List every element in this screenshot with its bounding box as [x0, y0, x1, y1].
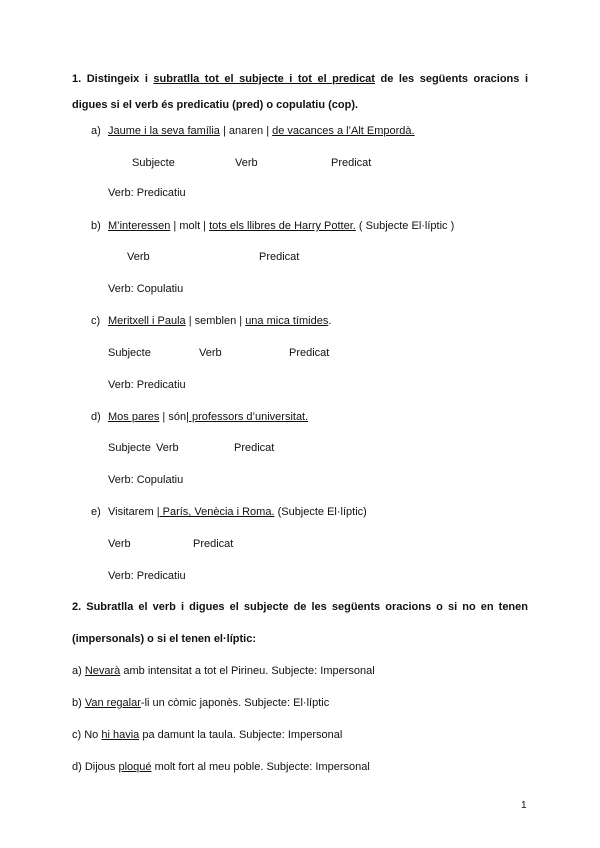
ex2-item-a — [72, 664, 375, 678]
item-b-verb-type: Verb: Copulatiu — [108, 283, 184, 295]
item-rest: molt fort al meu poble. Subjecte: Impersonal — [151, 761, 370, 773]
item-c-verb-type: Verb: Predicatiu — [108, 379, 186, 391]
label-subject: Subjecte — [108, 442, 151, 454]
ex2-item-d — [72, 760, 370, 774]
verb: Van regalar — [84, 697, 141, 709]
item-a-sentence — [91, 124, 415, 138]
verb: Nevarà — [84, 665, 121, 677]
item-marker: d) — [91, 411, 101, 423]
verb: semblen — [194, 315, 237, 327]
item-rest: -li un còmic japonès. Subjecte: El·líptic — [140, 697, 330, 709]
item-rest: amb intensitat a tot el Pirineu. Subjecte: Impersonal — [120, 665, 375, 677]
exercise-2-heading-line1: 2. Subratlla el verb i digues el subjecte de les següents oracions o si no en tenen — [72, 601, 528, 613]
separator: | — [185, 315, 195, 327]
separator: | — [263, 125, 273, 137]
item-prefix: a) — [72, 665, 85, 677]
heading-text: 1. Distingeix i — [72, 73, 154, 85]
heading-text: de les següents oracions i — [374, 73, 528, 85]
heading-underlined: subratlla tot el subjecte i tot el predicat — [153, 73, 375, 85]
item-e-sentence — [91, 505, 367, 519]
label-verb: Verb — [127, 251, 150, 263]
predicate: | professors d’universitat. — [186, 411, 309, 423]
item-marker: b) — [91, 220, 101, 232]
item-marker: c) — [91, 315, 101, 327]
item-d-verb-type: Verb: Copulatiu — [108, 474, 184, 486]
label-predicate: Predicat — [259, 251, 300, 263]
note: (Subjecte El·líptic) — [274, 506, 367, 518]
label-subject: Subjecte — [108, 347, 151, 359]
ex2-item-b — [72, 696, 329, 710]
label-predicate: Predicat — [331, 157, 372, 169]
subject: Meritxell i Paula — [108, 315, 186, 327]
item-prefix: b) — [72, 697, 85, 709]
subject: Jaume i la seva família — [108, 125, 220, 137]
verb: hi havia — [101, 729, 140, 741]
label-predicate: Predicat — [193, 538, 234, 550]
separator: | — [170, 220, 180, 232]
label-verb: Verb — [199, 347, 222, 359]
label-verb: Verb — [235, 157, 258, 169]
verb: Visitarem — [108, 506, 157, 518]
label-predicate: Predicat — [234, 442, 275, 454]
item-rest: pa damunt la taula. Subjecte: Impersonal — [139, 729, 343, 741]
subject: tots els llibres de Harry Potter. — [209, 220, 356, 232]
item-a-verb-type: Verb: Predicatiu — [108, 187, 186, 199]
verb: M’interessen — [108, 220, 171, 232]
label-verb: Verb — [108, 538, 131, 550]
period: . — [328, 315, 332, 327]
separator: | — [219, 125, 229, 137]
predicate: de vacances a l’Alt Empordà. — [272, 125, 415, 137]
item-e-verb-type: Verb: Predicatiu — [108, 570, 186, 582]
exercise-1-heading-line2: digues si el verb és predicatiu (pred) o copulatiu (cop). — [72, 99, 359, 111]
separator: | — [200, 220, 210, 232]
separator: | — [236, 315, 246, 327]
item-d-sentence — [91, 410, 308, 424]
exercise-1-heading-line1 — [72, 72, 528, 86]
item-prefix: d) Dijous — [72, 761, 119, 773]
predicate: una mica tímides — [245, 315, 329, 327]
ex2-item-c — [72, 728, 342, 742]
predicate: | París, Venècia i Roma. — [156, 506, 275, 518]
note: ( Subjecte El·líptic ) — [355, 220, 455, 232]
item-b-sentence — [91, 219, 454, 233]
subject: Mos pares — [108, 411, 160, 423]
adverb: molt — [179, 220, 201, 232]
separator: | — [159, 411, 169, 423]
verb: són — [168, 411, 187, 423]
item-marker: a) — [91, 125, 101, 137]
page-number: 1 — [521, 800, 527, 811]
label-predicate: Predicat — [289, 347, 330, 359]
exercise-2-heading-line2: (impersonals) o si el tenen el·líptic: — [72, 633, 256, 645]
verb: ploqué — [118, 761, 152, 773]
verb: anaren — [228, 125, 264, 137]
label-verb: Verb — [156, 442, 179, 454]
label-subject: Subjecte — [132, 157, 175, 169]
item-marker: e) — [91, 506, 101, 518]
item-prefix: c) No — [72, 729, 102, 741]
item-c-sentence — [91, 314, 331, 328]
